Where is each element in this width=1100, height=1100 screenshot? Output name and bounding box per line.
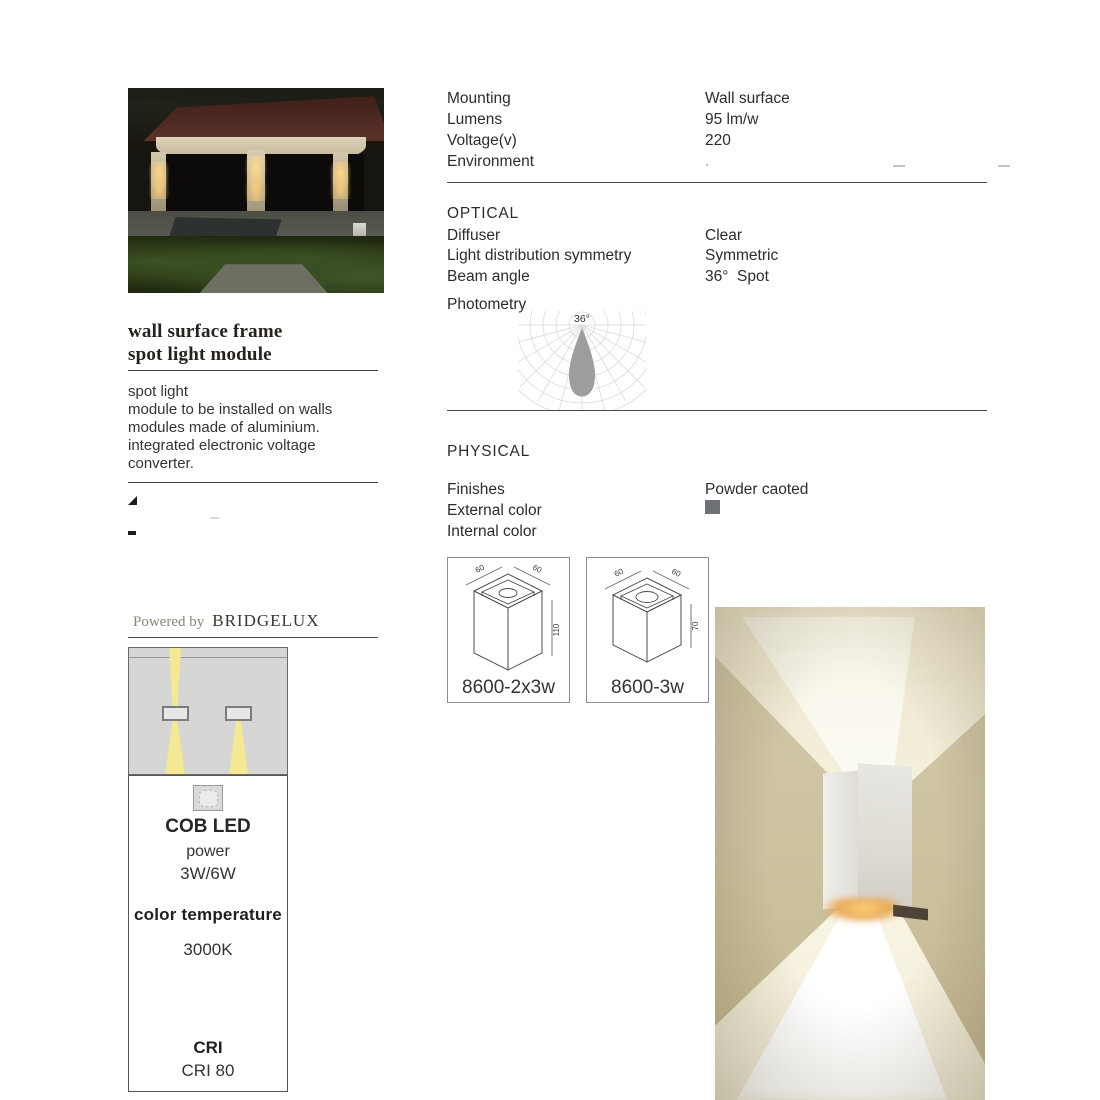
color-temp-label: color temperature xyxy=(134,905,282,924)
model-number: 8600-3w xyxy=(611,677,684,698)
isometric-drawing xyxy=(448,558,569,680)
wall-luminaire-photo xyxy=(715,607,985,1100)
spec-value: Powder caoted xyxy=(705,481,809,498)
beam-direction-diagram xyxy=(128,647,288,775)
divider xyxy=(128,637,378,638)
diagram-ceiling-line xyxy=(129,657,287,658)
cri-value: CRI 80 xyxy=(181,1061,235,1080)
photometry-label: Photometry xyxy=(447,296,527,313)
wall-lamp-glow-right xyxy=(326,162,354,199)
dim-width: 60 xyxy=(612,566,625,579)
spec-value: Clear xyxy=(705,227,743,244)
spec-label: Light distribution symmetry xyxy=(447,247,632,264)
dim-depth: 60 xyxy=(531,562,544,575)
description-line: converter. xyxy=(128,455,194,472)
divider xyxy=(128,482,378,483)
powered-by xyxy=(133,611,383,631)
spec-row xyxy=(447,153,992,171)
color-temp-value: 3000K xyxy=(183,940,233,959)
artifact-mark xyxy=(998,165,1010,167)
description-line: module to be installed on walls xyxy=(128,401,333,418)
wall-lamp-glow-center xyxy=(241,156,272,201)
section-heading-optical: OPTICAL xyxy=(447,205,519,222)
artifact-mark xyxy=(128,531,136,535)
brand-name: BRIDGELUX xyxy=(212,611,320,630)
model-number: 8600-2x3w xyxy=(462,677,555,698)
light-module-right xyxy=(225,706,252,721)
artifact-mark xyxy=(893,165,905,167)
spec-label: Beam angle xyxy=(447,268,530,285)
spec-row xyxy=(447,111,992,129)
spec-row xyxy=(447,523,992,541)
dim-width: 60 xyxy=(473,562,486,575)
beam-angle-annotation: 36° xyxy=(574,313,590,325)
spec-label: Diffuser xyxy=(447,227,501,244)
spec-value: 36° Spot xyxy=(705,268,769,285)
spec-label: Internal color xyxy=(447,523,537,540)
power-value: 3W/6W xyxy=(180,864,236,883)
spec-value: Symmetric xyxy=(705,247,779,264)
spec-value: . xyxy=(705,153,710,170)
description-line: integrated electronic voltage xyxy=(128,437,316,454)
spec-row xyxy=(447,268,992,286)
photo-vignette xyxy=(715,607,985,1100)
spec-label: External color xyxy=(447,502,542,519)
spec-value: 220 xyxy=(705,132,731,149)
spec-label: Lumens xyxy=(447,111,503,128)
module-spec-box xyxy=(128,775,288,1092)
dim-depth: 60 xyxy=(670,566,683,579)
led-type: COB LED xyxy=(165,816,251,837)
spec-row xyxy=(447,90,992,108)
artifact-mark xyxy=(210,517,219,519)
divider xyxy=(447,410,987,411)
divider xyxy=(447,182,987,183)
external-color-swatch xyxy=(705,500,720,514)
powered-by-label: Powered by xyxy=(133,614,205,630)
up-beam-shape xyxy=(129,648,288,775)
spec-label: Finishes xyxy=(447,481,505,498)
section-heading-physical: PHYSICAL xyxy=(447,443,531,460)
product-description xyxy=(128,383,388,473)
artifact-mark xyxy=(128,496,137,505)
light-module-left xyxy=(162,706,189,721)
spec-row xyxy=(447,132,992,150)
dim-height: 70 xyxy=(691,621,700,631)
spec-row xyxy=(447,247,992,265)
product-title xyxy=(128,320,388,366)
spec-value: 95 lm/w xyxy=(705,111,759,128)
photometry-polar-diagram xyxy=(518,311,646,410)
product-title-line2: spot light module xyxy=(128,344,272,365)
spec-row xyxy=(447,481,992,499)
spec-row xyxy=(447,227,992,245)
dim-height: 110 xyxy=(552,623,561,637)
spec-label: Environment xyxy=(447,153,535,170)
power-label: power xyxy=(186,843,230,860)
divider xyxy=(128,370,378,371)
description-line: modules made of aluminium. xyxy=(128,419,320,436)
cob-led-chip-icon xyxy=(193,785,223,811)
isometric-drawing xyxy=(587,558,708,680)
spec-label: Mounting xyxy=(447,90,511,107)
building-entrance-photo xyxy=(128,88,384,293)
down-beam-shape-right xyxy=(129,648,288,775)
spec-value: Wall surface xyxy=(705,90,790,107)
wall-lamp-glow-left xyxy=(145,162,173,199)
dimension-drawing-8600-2x3w xyxy=(447,557,570,703)
spec-label: Voltage(v) xyxy=(447,132,517,149)
cri-label: CRI xyxy=(193,1038,223,1057)
dimension-drawing-8600-3w xyxy=(586,557,709,703)
description-line: spot light xyxy=(128,383,189,400)
beam-distribution-shape xyxy=(569,328,595,397)
product-title-line1: wall surface frame xyxy=(128,321,283,342)
down-beam-shape-left xyxy=(129,648,288,775)
